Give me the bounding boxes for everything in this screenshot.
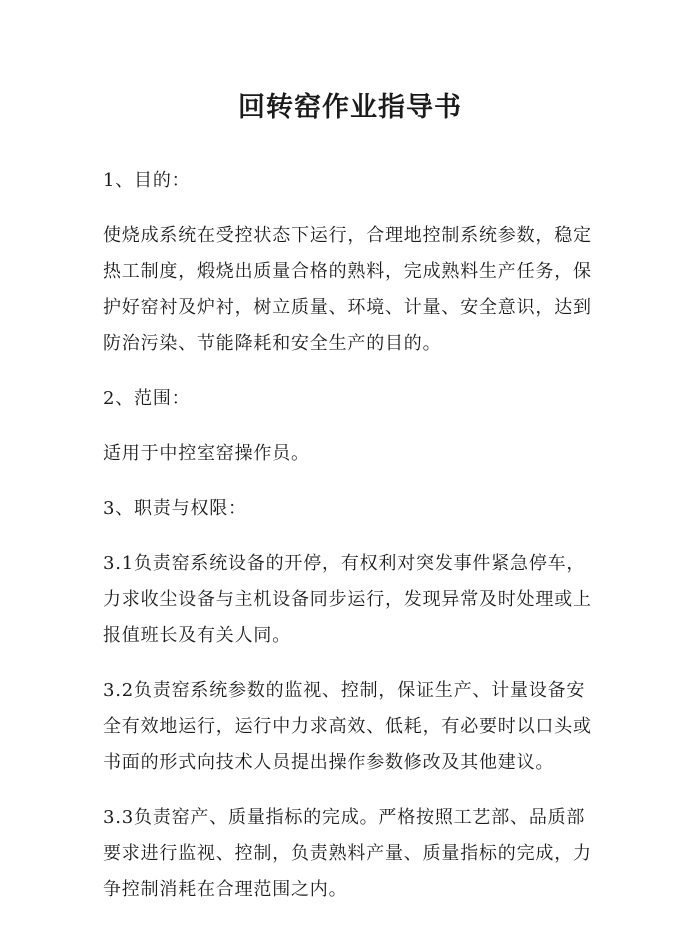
paragraph-responsibility-3-1: 3.1负责窑系统设备的开停，有权利对突发事件紧急停车，力求收尘设备与主机设备同步运行，发现异常及时处理或上报值班长及有关人同。 [103,553,592,646]
section-heading-purpose: 1、目的： [103,170,191,191]
section-heading-scope: 2、范围： [103,388,191,409]
paragraph-responsibility-3-2: 3.2负责窑系统参数的监视、控制，保证生产、计量设备安全有效地运行，运行中力求高效、低耗，有必要时以口头或书面的形式向技术人员提出操作参数修改及其他建议。 [103,680,592,773]
document-body [103,163,599,927]
paragraph-responsibility-3-3: 3.3负责窑产、质量指标的完成。严格按照工艺部、品质部要求进行监视、控制，负责熟料产量、质量指标的完成，力争控制消耗在合理范围之内。 [103,807,592,900]
document-title: 回转窑作业指导书 [238,92,462,123]
paragraph-scope: 适用于中控室窑操作员。 [103,443,310,464]
section-heading-responsibilities: 3、职责与权限： [103,498,247,519]
paragraph-purpose: 使烧成系统在受控状态下运行，合理地控制系统参数，稳定热工制度，煅烧出质量合格的熟料，完成熟料生产任务，保护好窑衬及炉衬，树立质量、环境、计量、安全意识，达到防治污染、节能降耗和安全生产的目的。 [103,225,592,354]
